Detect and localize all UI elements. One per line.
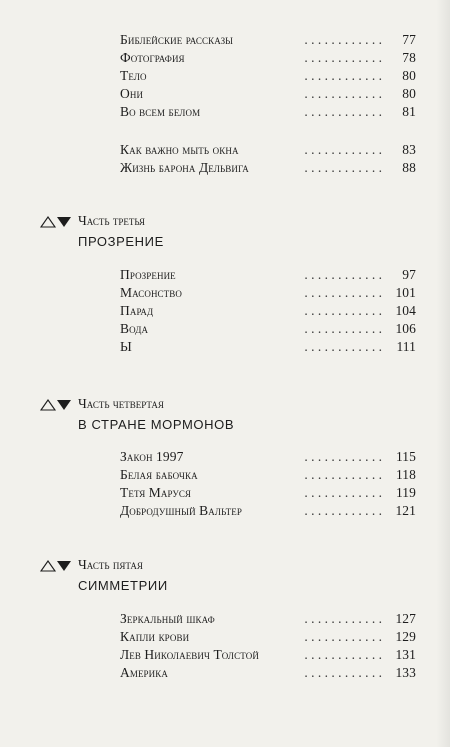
dot-leader: . . . . . . . . . . . . (304, 86, 382, 101)
entry-page-number: 83 (402, 142, 416, 157)
entry-page-number: 80 (402, 86, 416, 101)
dot-leader: . . . . . . . . . . . . (304, 321, 382, 336)
toc-entry[interactable] (120, 302, 416, 320)
toc-entry[interactable] (120, 664, 416, 682)
dot-leader: . . . . . . . . . . . . (304, 68, 382, 83)
toc-entry[interactable] (120, 141, 416, 159)
dot-leader: . . . . . . . . . . . . (304, 104, 382, 119)
entry-title: Масонство (120, 285, 182, 300)
part-name[interactable]: В СТРАНЕ МОРМОНОВ (78, 417, 235, 432)
toc-entry[interactable] (120, 67, 416, 85)
toc-entry[interactable] (120, 502, 416, 520)
entry-title: Ы (120, 339, 132, 354)
dot-leader: . . . . . . . . . . . . (304, 665, 382, 680)
dot-leader: . . . . . . . . . . . . (304, 32, 382, 47)
toc-entry[interactable] (120, 49, 416, 67)
entry-page-number: 127 (395, 611, 416, 626)
entry-title: Фотография (120, 50, 185, 65)
dot-leader: . . . . . . . . . . . . (304, 267, 382, 282)
entry-title: Лев Николаевич Толстой (120, 647, 259, 662)
entry-title: Тело (120, 68, 147, 83)
entry-title: Во всем белом (120, 104, 201, 119)
dot-leader: . . . . . . . . . . . . (304, 449, 382, 464)
entry-title: Тетя Маруся (120, 485, 192, 500)
entry-title: Жизнь барона Дельвига (120, 160, 249, 175)
entry-page-number: 131 (395, 647, 416, 662)
entry-page-number: 121 (395, 503, 416, 518)
toc-group-1 (120, 31, 416, 121)
dot-leader: . . . . . . . . . . . . (304, 142, 382, 157)
part-name[interactable]: СИММЕТРИИ (78, 578, 168, 593)
dot-leader: . . . . . . . . . . . . (304, 629, 382, 644)
triangle-outline-and-filled-down-icon (40, 560, 74, 572)
entry-page-number: 111 (396, 339, 416, 354)
entry-title: Капли крови (120, 629, 190, 644)
entry-title: Добродушный Вальтер (120, 503, 242, 518)
dot-leader: . . . . . . . . . . . . (304, 485, 382, 500)
entry-title: Америка (120, 665, 168, 680)
part-label: Часть пятая (78, 557, 143, 572)
entry-page-number: 101 (395, 285, 416, 300)
part-name[interactable]: ПРОЗРЕНИЕ (78, 234, 164, 249)
entry-page-number: 77 (402, 32, 416, 47)
toc-group-2 (120, 141, 416, 177)
entry-page-number: 88 (402, 160, 416, 175)
entry-title: Парад (120, 303, 154, 318)
toc-group-5 (120, 610, 416, 682)
dot-leader: . . . . . . . . . . . . (304, 467, 382, 482)
toc-entry[interactable] (120, 159, 416, 177)
entry-page-number: 106 (395, 321, 416, 336)
entry-title: Вода (120, 321, 149, 336)
toc-entry[interactable] (120, 646, 416, 664)
entry-page-number: 78 (402, 50, 416, 65)
dot-leader: . . . . . . . . . . . . (304, 160, 382, 175)
toc-entry[interactable] (120, 338, 416, 356)
dot-leader: . . . . . . . . . . . . (304, 50, 382, 65)
dot-leader: . . . . . . . . . . . . (304, 303, 382, 318)
toc-group-3 (120, 266, 416, 356)
entry-title: Белая бабочка (120, 467, 198, 482)
toc-entry[interactable] (120, 103, 416, 121)
entry-page-number: 97 (402, 267, 416, 282)
toc-group-4 (120, 448, 416, 520)
dot-leader: . . . . . . . . . . . . (304, 339, 382, 354)
toc-entry[interactable] (120, 610, 416, 628)
entry-title: Они (120, 86, 144, 101)
entry-page-number: 118 (395, 467, 416, 482)
entry-page-number: 119 (395, 485, 416, 500)
toc-entry[interactable] (120, 628, 416, 646)
entry-title: Прозрение (120, 267, 176, 282)
entry-title: Как важно мыть окна (120, 142, 239, 157)
toc-entry[interactable] (120, 466, 416, 484)
toc-entry[interactable] (120, 484, 416, 502)
part-label: Часть третья (78, 213, 146, 228)
entry-page-number: 104 (395, 303, 416, 318)
entry-title: Зеркальный шкаф (120, 611, 215, 626)
triangle-outline-and-filled-down-icon (40, 216, 74, 228)
entry-page-number: 80 (402, 68, 416, 83)
toc-entry[interactable] (120, 284, 416, 302)
entry-page-number: 129 (395, 629, 416, 644)
entry-title: Закон 1997 (120, 449, 184, 464)
triangle-outline-and-filled-down-icon (40, 399, 74, 411)
dot-leader: . . . . . . . . . . . . (304, 647, 382, 662)
entry-title: Библейские рассказы (120, 32, 234, 47)
dot-leader: . . . . . . . . . . . . (304, 503, 382, 518)
toc-entry[interactable] (120, 320, 416, 338)
toc-entry[interactable] (120, 31, 416, 49)
toc-entry[interactable] (120, 448, 416, 466)
toc-entry[interactable] (120, 266, 416, 284)
entry-page-number: 115 (395, 449, 416, 464)
dot-leader: . . . . . . . . . . . . (304, 285, 382, 300)
page-edge-shadow (436, 0, 450, 747)
dot-leader: . . . . . . . . . . . . (304, 611, 382, 626)
part-label: Часть четвертая (78, 396, 164, 411)
toc-entry[interactable] (120, 85, 416, 103)
entry-page-number: 81 (402, 104, 416, 119)
entry-page-number: 133 (395, 665, 416, 680)
